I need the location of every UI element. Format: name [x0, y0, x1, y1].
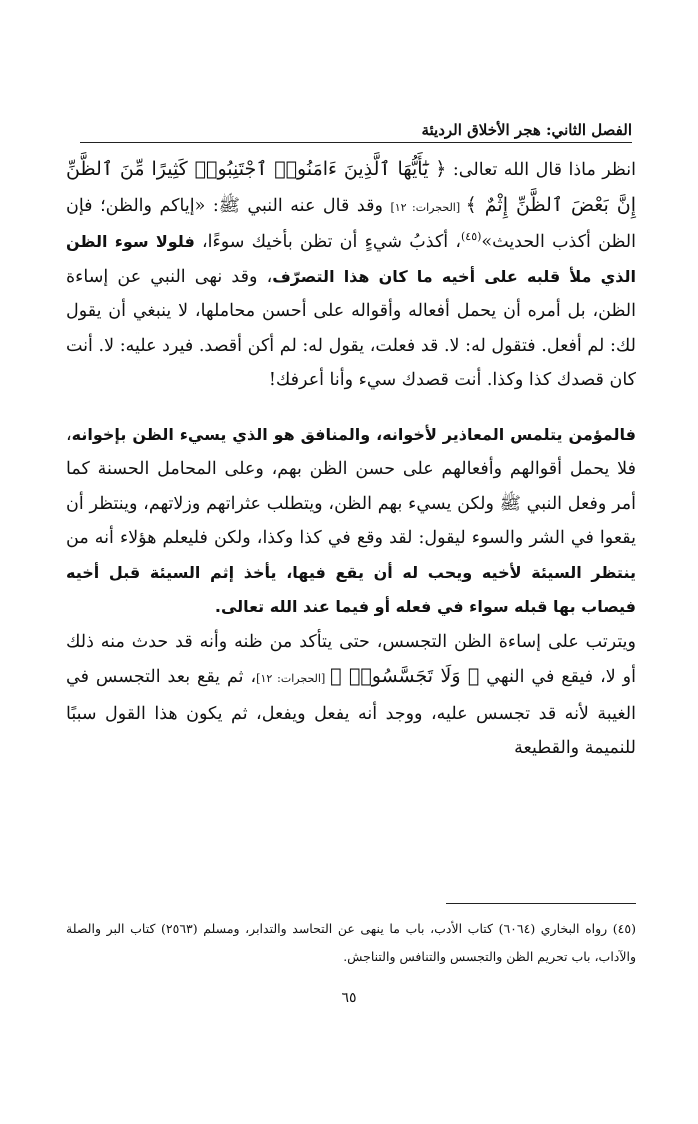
paragraph-1-end: ، وقد نهى النبي عن إساءة الظن، بل أمره أن يحمل أفعاله وأقواله على أحسن محاملها، لا ينبغي أن يقول لك: لم أفعل. فتقول له: لا. قد فعلت، يقول له: لم أكن أقصد. فيرد عليه: لا. أنت كان قصدك كذا وكذا. أنت قصدك سيء وأنا أعرفك! [66, 266, 636, 390]
paragraph-1 [66, 152, 636, 398]
footnote: (٤٥) رواه البخاري (٦٠٦٤) كتاب الأدب، باب ما ينهى عن التحاسد والتدابر، ومسلم (٢٥٦٣) كتاب البر والصلة والآداب، باب تحريم الظن والتجسس والتنافس والتناجش. [66, 921, 636, 964]
quran-verse-2: ﴿ وَلَا تَجَسَّسُوا۟ ﴾ [330, 665, 480, 687]
paragraph-1-text: ، أكذبُ شيءٍ أن تظن بأخيك سوءًا، [194, 232, 461, 252]
quran-verse-1: ﴿ يَٰٓأَيُّهَا ٱلَّذِينَ ءَامَنُوا۟ ٱجْتَنِبُوا۟ كَثِيرًا مِّنَ ٱلظَّنِّ إِنَّ بَعْضَ ٱلظَّنِّ إِثْمٌ ﴾ [66, 158, 636, 216]
paragraph-3-end: ، ثم يقع بعد التجسس في الغيبة لأنه قد تجسس عليه، ووجد أنه يفعل ويفعل، ثم يكون هذا القول سببًا للنميمة والقطيعة [66, 667, 636, 758]
paragraph-3-text: ويترتب على إساءة الظن التجسس، حتى يتأكد من ظنه وأنه قد حدث منه ذلك أو لا، فيقع في النهي [66, 631, 636, 687]
running-header [80, 112, 632, 143]
main-text [66, 152, 636, 766]
paragraph-2-bold: فالمؤمن يتلمس المعاذير لأخوانه، والمنافق هو الذي يسيء الظن بإخوانه [71, 424, 636, 444]
paragraph-2-text: ، فلا يحمل أقوالهم وأفعالهم على حسن الظن بهم، وعلى المحامل الحسنة كما أمر وفعل النبي ﷺ ولكن يسيء بهم الظن، ويتطلب عثراتهم وزلاتهم، وينتظر أن يقعوا في الشر والسوء ليقول: لقد وقع في كذا وكذا، ولكن فليعلم هؤلاء أنه من [66, 424, 636, 548]
paragraph-3 [66, 625, 636, 766]
paragraph-2-bold-end: ينتظر السيئة لأخيه ويحب له أن يقع فيها، يأخذ إثم السيئة قبل أخيه فيصاب بها قبله سواء في فعله أو فيما عند الله تعالى. [66, 562, 636, 616]
hadith-quote: وقد قال عنه النبي ﷺ: «إياكم والظن؛ فإن الظن أكذب الحديث» [66, 195, 636, 252]
footnote-reference: (٤٥) [461, 230, 482, 244]
paragraph-1-bold: فلولا سوء الظن الذي ملأ قلبه على أخيه ما كان هذا التصرّف [66, 232, 636, 286]
footnote-divider [446, 903, 636, 904]
paragraph-1-intro: انظر ماذا قال الله تعالى: [446, 160, 637, 180]
paragraph-2 [66, 418, 636, 625]
verse-citation-2: [الحجرات: ١٢] [256, 672, 331, 685]
page-number: ٦٥ [341, 990, 357, 1006]
chapter-title: الفصل الثاني: هجر الأخلاق الرديئة [421, 121, 632, 139]
verse-citation-1: [الحجرات: ١٢] [390, 200, 466, 214]
